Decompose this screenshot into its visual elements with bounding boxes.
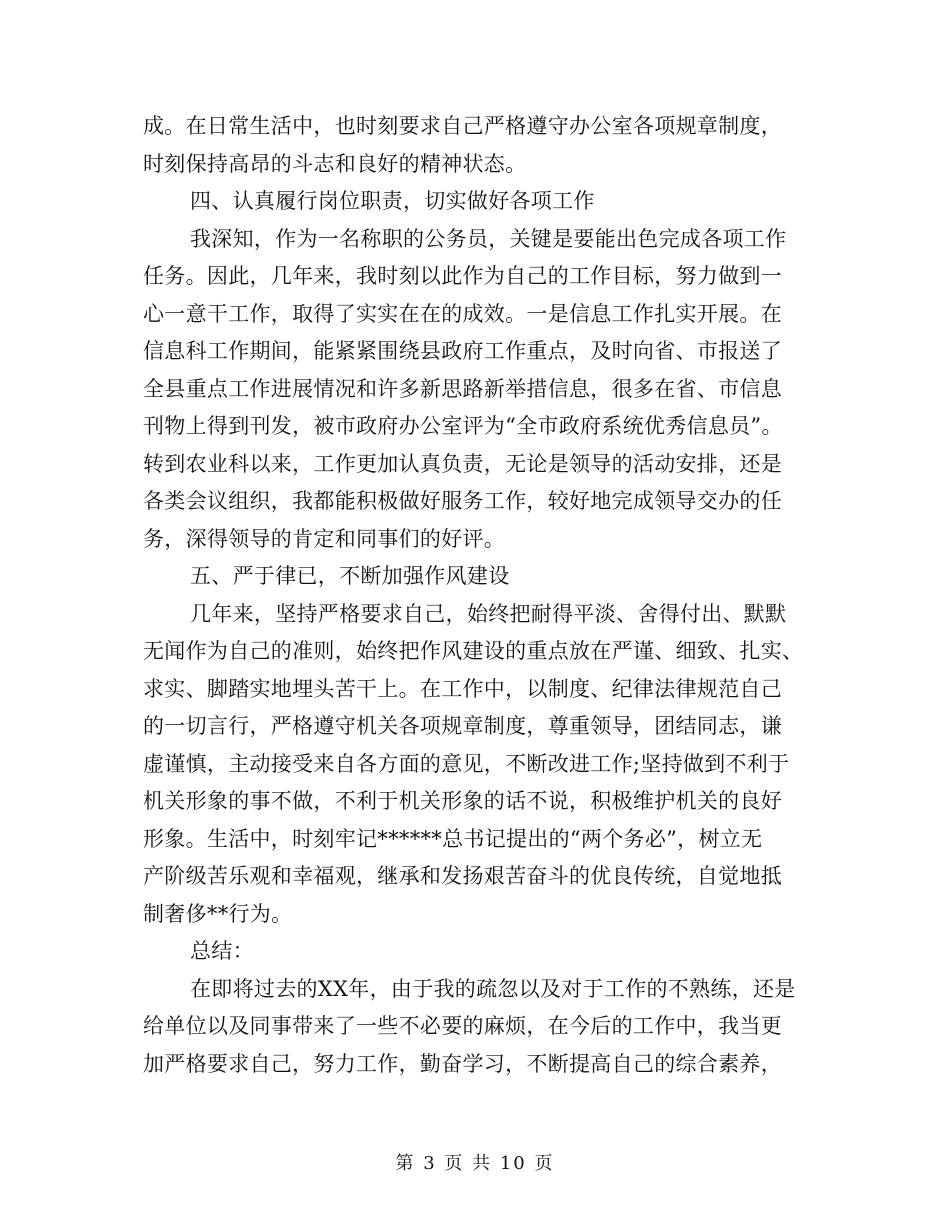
body-text-line: 刊物上得到刊发，被市政府办公室评为“全市政府系统优秀信息员”。	[143, 414, 783, 438]
body-text-line: 全县重点工作进展情况和许多新思路新举措信息，很多在省、市信息	[143, 377, 782, 401]
body-text-line: 务，深得领导的肯定和同事们的好评。	[143, 527, 506, 551]
body-text-line: 转到农业科以来，工作更加认真负责，无论是领导的活动安排，还是	[143, 452, 782, 476]
body-text-line: 信息科工作期间，能紧紧围绕县政府工作重点，及时向省、市报送了	[143, 339, 782, 363]
section-heading: 五、严于律已，不断加强作风建设	[190, 564, 510, 588]
body-text-line: 无闻作为自己的准则，始终把作风建设的重点放在严谨、细致、扎实、	[143, 639, 804, 663]
body-text-line: 给单位以及同事带来了一些不必要的麻烦，在今后的工作中，我当更	[143, 1014, 782, 1038]
body-text-line: 几年来，坚持严格要求自己，始终把耐得平淡、舍得付出、默默	[190, 602, 787, 626]
body-text-line: 产阶级苦乐观和幸福观，继承和发扬艰苦奋斗的优良传统，自觉地抵	[143, 864, 782, 888]
body-text-line: 心一意干工作，取得了实实在在的成效。一是信息工作扎实开展。在	[143, 302, 782, 326]
body-text-line: 机关形象的事不做，不利于机关形象的话不说，积极维护机关的良好	[143, 789, 782, 813]
body-text-line: 形象。生活中，时刻牢记******总书记提出的“两个务必”，树立无	[143, 827, 763, 851]
body-text-line: 虚谨慎，主动接受来自各方面的意见，不断改进工作;坚持做到不利于	[143, 752, 790, 776]
body-text-line: 时刻保持高昂的斗志和良好的精神状态。	[143, 152, 527, 176]
body-text-line: 成。在日常生活中，也时刻要求自己严格遵守办公室各项规章制度，	[143, 114, 782, 138]
page-number-footer: 第 3 页 共 10 页	[395, 1153, 555, 1174]
body-text-line: 制奢侈**行为。	[143, 902, 293, 926]
body-text-line: 在即将过去的XX年，由于我的疏忽以及对于工作的不熟练，还是	[190, 977, 796, 1001]
body-text-line: 加严格要求自己，努力工作，勤奋学习，不断提高自己的综合素养，	[143, 1052, 782, 1076]
section-heading: 四、认真履行岗位职责，切实做好各项工作	[190, 189, 595, 213]
summary-heading: 总结：	[190, 939, 254, 963]
body-text-line: 我深知，作为一名称职的公务员，关键是要能出色完成各项工作	[190, 227, 787, 251]
body-text-line: 的一切言行，严格遵守机关各项规章制度，尊重领导，团结同志，谦	[143, 714, 782, 738]
body-text-line: 各类会议组织，我都能积极做好服务工作，较好地完成领导交办的任	[143, 489, 782, 513]
body-text-line: 求实、脚踏实地埋头苦干上。在工作中，以制度、纪律法律规范自己	[143, 677, 782, 701]
body-text-line: 任务。因此，几年来，我时刻以此作为自己的工作目标，努力做到一	[143, 264, 782, 288]
